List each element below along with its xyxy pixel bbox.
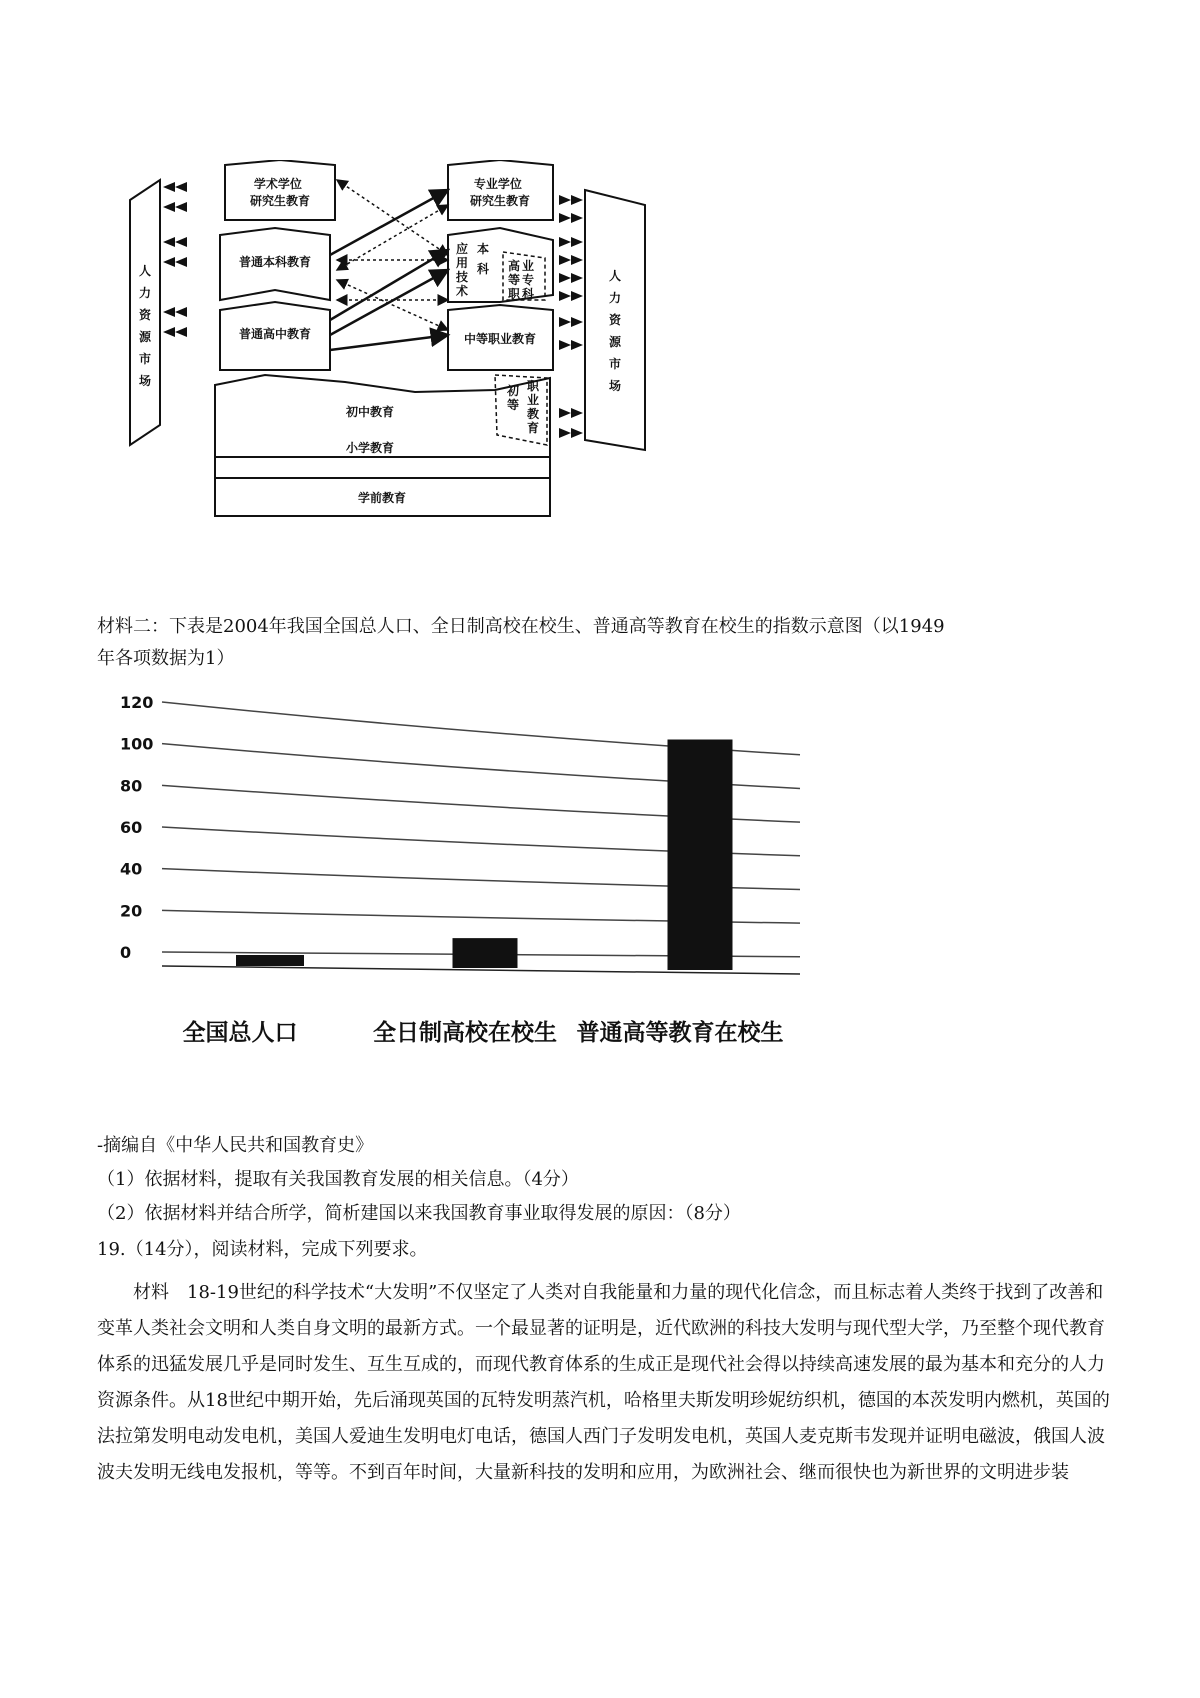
- bar: [668, 740, 733, 971]
- flow-arrows: [330, 180, 448, 350]
- professional-grad-line2: 研究生教育: [469, 194, 531, 208]
- category-label: 全日制高校在校生: [373, 1019, 557, 1046]
- secondary-vocational-label: 中等职业教育: [463, 332, 537, 346]
- index-bar-chart: [110, 690, 870, 1120]
- category-label: 普通高等教育在校生: [576, 1019, 784, 1046]
- education-system-diagram: [115, 160, 710, 580]
- market-char: 源: [138, 330, 152, 344]
- general-undergrad-label: 普通本科教育: [238, 255, 312, 269]
- bar: [236, 955, 304, 966]
- y-tick-label: 80: [120, 776, 143, 796]
- source-citation: -摘编自《中华人民共和国教育史》: [97, 1135, 374, 1156]
- higher-vocational-label: 高 业 等 专 职 科: [508, 259, 535, 301]
- market-char: 场: [608, 379, 622, 393]
- category-label: 全国总人口: [182, 1019, 298, 1046]
- primary-vocational-label: 初等 职业 教育: [507, 379, 540, 435]
- y-tick-label: 0: [120, 943, 132, 962]
- market-char: 力: [138, 286, 152, 300]
- market-char: 人: [608, 269, 622, 283]
- question-19-heading: 19.（14分），阅读材料，完成下列要求。: [97, 1239, 428, 1260]
- market-char: 市: [138, 352, 152, 366]
- general-high-label: 普通高中教育: [238, 327, 312, 341]
- market-char: 力: [608, 291, 622, 305]
- academic-grad-line2: 研究生教育: [249, 194, 311, 208]
- undergrad-tag: 本科: [477, 242, 490, 276]
- primary-label: 小学教育: [345, 441, 395, 455]
- market-char: 人: [138, 264, 152, 278]
- bar: [453, 938, 518, 968]
- material3-paragraph: 材料 18-19世纪的科学技术“大发明”不仅坚定了人类对自我能量和力量的现代化信念，而且标志着人类终于找到了改善和变革人类社会文明和人类自身文明的最新方式。一个最显著的证明是，近代欧洲的科技大发明与现代型大学，乃至整个现代教育体系的迅猛发展几乎是同时发生、互生互成的，而现代教育体系的生成正是现代社会得以持续高速发展的最为基本和充分的人力资源条件。从18世纪中期开始，先后涌现英国的瓦特发明蒸汽机，哈格里夫斯发明珍妮纺织机，德国的本茨发明内燃机，英国的法拉第发明电动发电机，美国人爱迪生发明电灯电话，德国人西门子发明发电机，英国人麦克斯韦发现并证明电磁波，俄国人波波夫发明无线电发报机，等等。不到百年时间，大量新科技的发明和应用，为欧洲社会、继而很快也为新世界的文明进步装: [97, 1282, 1110, 1483]
- applied-tech-label: 应用 技术: [456, 242, 469, 298]
- professional-grad-line1: 专业学位: [473, 177, 522, 191]
- junior-middle-label: 初中教育: [345, 405, 395, 419]
- y-tick-label: 120: [120, 693, 154, 712]
- academic-grad-line1: 学术学位: [253, 177, 302, 191]
- y-tick-label: 40: [120, 859, 143, 879]
- market-char: 资: [608, 313, 622, 327]
- material2-line2: 年各项数据为1）: [97, 648, 235, 669]
- y-tick-label: 20: [120, 901, 143, 921]
- right-market-arrows: [559, 195, 583, 438]
- left-market-arrows: [163, 182, 187, 337]
- question-2: （2）依据材料并结合所学，简析建国以来我国教育事业取得发展的原因：（8分）: [97, 1203, 741, 1224]
- y-tick-label: 60: [120, 818, 143, 837]
- question-1: （1）依据材料，提取有关我国教育发展的相关信息。（4分）: [97, 1169, 579, 1190]
- market-char: 市: [608, 357, 622, 371]
- preschool-label: 学前教育: [357, 491, 407, 505]
- market-char: 场: [138, 374, 152, 388]
- material2-line1: 材料二：下表是2004年我国全国总人口、全日制高校在校生、普通高等教育在校生的指数示意图（以1949: [97, 616, 945, 637]
- market-char: 资: [138, 308, 152, 322]
- y-tick-label: 100: [120, 734, 154, 754]
- market-char: 源: [608, 335, 622, 349]
